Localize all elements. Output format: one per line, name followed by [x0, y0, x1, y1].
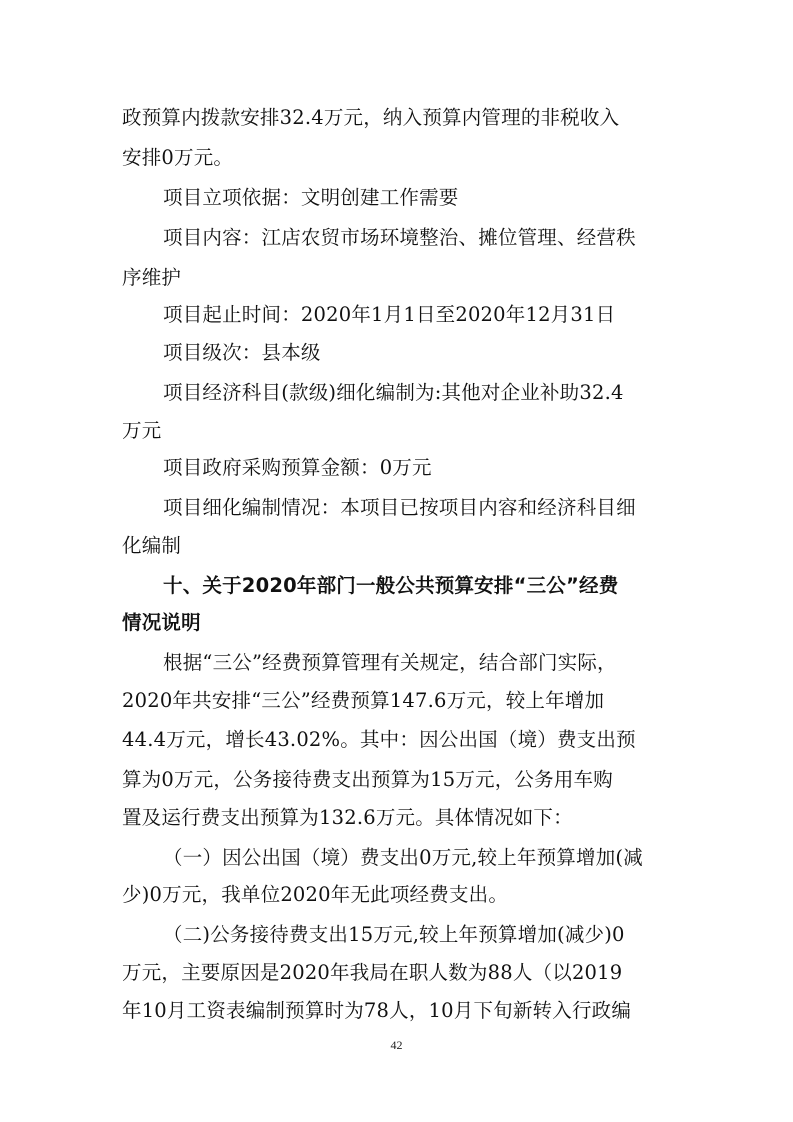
text-line-21: 少)0万元，我单位2020年无此项经费支出。 [122, 883, 509, 906]
text-line-7: 项目级次：县本级 [163, 341, 321, 364]
text-line-18: 算为0万元，公务接待费支出预算为15万元，公务用车购 [122, 768, 613, 791]
text-line-2: 安排0万元。 [122, 146, 234, 169]
text-line-5: 序维护 [122, 266, 182, 289]
text-line-6: 项目起止时间：2020年1月1日至2020年12月31日 [163, 303, 616, 326]
section-heading-continued: 情况说明 [122, 611, 201, 634]
text-line-20: （一）因公出国（境）费支出0万元,较上年预算增加(减 [163, 846, 643, 869]
text-line-11: 项目细化编制情况：本项目已按项目内容和经济科目细 [163, 496, 636, 519]
text-line-16: 2020年共安排“三公”经费预算147.6万元，较上年增加 [122, 689, 605, 712]
text-line-9: 万元 [122, 419, 162, 442]
text-line-1: 政预算内拨款安排32.4万元，纳入预算内管理的非税收入 [122, 106, 620, 129]
text-line-4: 项目内容：江店农贸市场环境整治、摊位管理、经营秩 [163, 226, 636, 249]
text-line-3: 项目立项依据：文明创建工作需要 [163, 186, 459, 209]
text-line-17: 44.4万元，增长43.02%。其中：因公出国（境）费支出预 [122, 728, 636, 751]
text-line-12: 化编制 [122, 534, 182, 557]
text-line-15: 根据“三公”经费预算管理有关规定，结合部门实际， [163, 651, 617, 674]
text-line-23: 万元，主要原因是2020年我局在职人数为88人（以2019 [122, 961, 623, 984]
text-line-22: （二)公务接待费支出15万元,较上年预算增加(减少)0 [163, 923, 625, 946]
text-line-8: 项目经济科目(款级)细化编制为:其他对企业补助32.4 [163, 381, 624, 404]
section-heading: 十、关于2020年部门一般公共预算安排“三公”经费 [163, 574, 619, 597]
page-number: 42 [390, 1038, 403, 1052]
text-line-19: 置及运行费支出预算为132.6万元。具体情况如下： [122, 806, 573, 829]
text-line-10: 项目政府采购预算金额：0万元 [163, 456, 432, 479]
text-line-24: 年10月工资表编制预算时为78人，10月下旬新转入行政编 [122, 999, 632, 1022]
